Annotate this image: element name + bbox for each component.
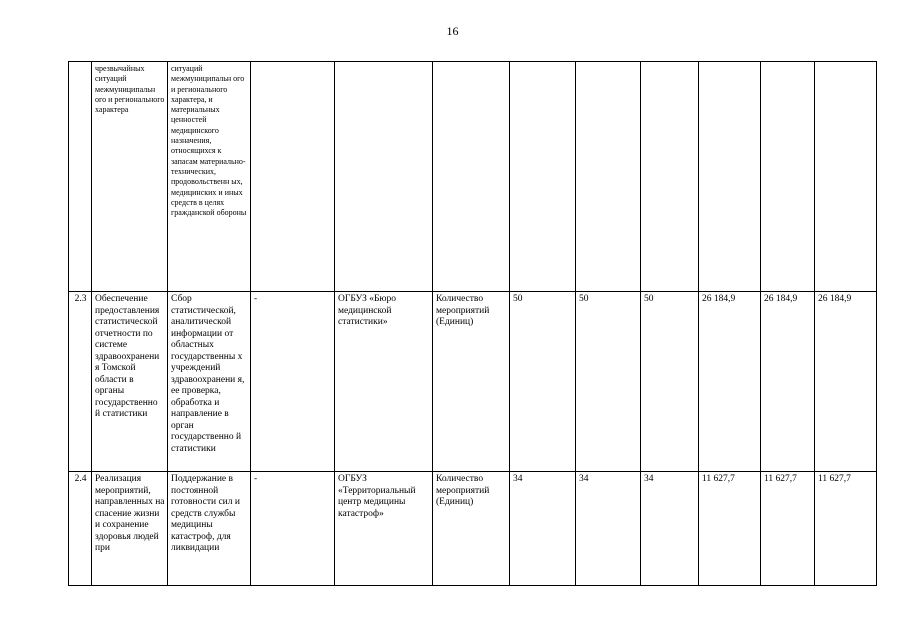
task-content: Сбор статистической, аналитической информации от областных государственны х учреждений здравоохранени я, ее проверка, обработка и направление в орган государственно й статистики	[168, 292, 251, 472]
indicator-value-year-1: 34	[510, 472, 576, 586]
indicator-value-year-1	[510, 62, 576, 292]
task-name: Обеспечение предоставления статистической отчетности по системе здравоохранени я Томской области в органы государственно й статистики	[92, 292, 168, 472]
row-number: 2.4	[69, 472, 92, 586]
row-number: 2.3	[69, 292, 92, 472]
regulatory-basis	[251, 62, 335, 292]
indicator-name: Количество мероприятий (Единиц)	[433, 292, 510, 472]
row-number	[69, 62, 92, 292]
regulatory-basis: -	[251, 472, 335, 586]
funding-year-3: 26 184,9	[815, 292, 877, 472]
indicator-name	[433, 62, 510, 292]
indicator-value-year-3	[641, 62, 699, 292]
funding-year-3: 11 627,7	[815, 472, 877, 586]
executor: ОГБУЗ «Бюро медицинской статистики»	[335, 292, 433, 472]
executor: ОГБУЗ «Территориальный центр медицины катастроф»	[335, 472, 433, 586]
task-name: чрезвычайных ситуаций межмуниципальн ого и регионального характера	[92, 62, 168, 292]
table-row	[69, 292, 877, 472]
funding-year-1: 26 184,9	[699, 292, 761, 472]
indicator-value-year-2: 50	[576, 292, 641, 472]
page-number: 16	[446, 24, 459, 38]
funding-year-2: 26 184,9	[761, 292, 815, 472]
indicator-value-year-2	[576, 62, 641, 292]
table-row	[69, 472, 877, 586]
indicator-value-year-2: 34	[576, 472, 641, 586]
indicator-name: Количество мероприятий (Единиц)	[433, 472, 510, 586]
program-table	[68, 61, 877, 586]
task-content: Поддержание в постоянной готовности сил и средств службы медицины катастроф, для ликвидации	[168, 472, 251, 586]
funding-year-1	[699, 62, 761, 292]
task-content: ситуаций межмуниципальн ого и регионального характера, и материальных ценностей медицинского назначения, относящихся к запасам материально-технических, продовольственн ых, медицинских и иных средств в целях гражданской обороны	[168, 62, 251, 292]
funding-year-2: 11 627,7	[761, 472, 815, 586]
funding-year-1: 11 627,7	[699, 472, 761, 586]
funding-year-3	[815, 62, 877, 292]
funding-year-2	[761, 62, 815, 292]
regulatory-basis: -	[251, 292, 335, 472]
task-name: Реализация мероприятий, направленных на спасение жизни и сохранение здоровья людей при	[92, 472, 168, 586]
indicator-value-year-1: 50	[510, 292, 576, 472]
indicator-value-year-3: 34	[641, 472, 699, 586]
executor	[335, 62, 433, 292]
table-row	[69, 62, 877, 292]
indicator-value-year-3: 50	[641, 292, 699, 472]
